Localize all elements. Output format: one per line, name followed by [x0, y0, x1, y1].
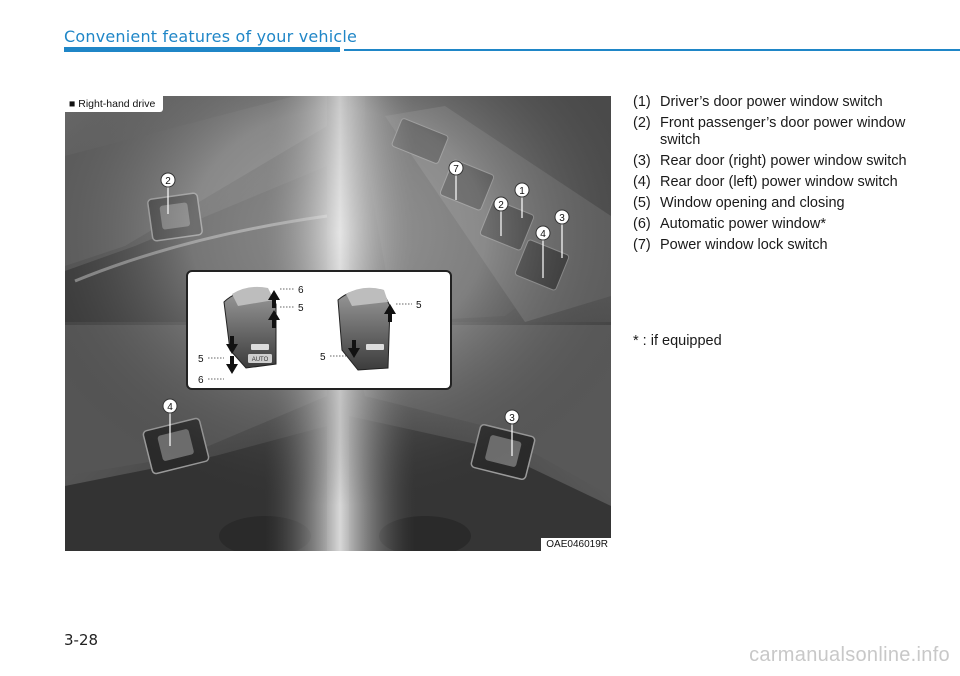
power-window-illustration: [65, 96, 611, 551]
section-title: Convenient features of your vehicle: [64, 27, 358, 46]
legend-item: (1) Driver’s door power window switch: [633, 94, 883, 110]
callout-4-top: 4: [540, 229, 546, 240]
callout-1: 1: [519, 186, 525, 197]
inset-label-6-top: 6: [298, 285, 304, 296]
watermark: carmanualsonline.info: [749, 644, 950, 666]
legend-item: (4) Rear door (left) power window switch: [633, 174, 898, 190]
page-number: 3-28: [64, 631, 99, 649]
legend-item: (7) Power window lock switch: [633, 237, 828, 253]
callout-3-bottom: 3: [509, 413, 515, 424]
switch-detail-inset: [186, 270, 452, 390]
legend-item: (5) Window opening and closing: [633, 195, 845, 211]
arrow-down-icon: [226, 356, 238, 374]
inset-label-5-center: 5: [320, 352, 326, 363]
figure-code: OAE046019R: [541, 538, 611, 551]
auto-label: AUTO: [251, 357, 269, 363]
callout-2-right: 2: [498, 200, 504, 211]
callout-3-top: 3: [559, 213, 565, 224]
footnote: * : if equipped: [633, 333, 722, 349]
legend-item: (2) Front passenger’s door power window switch: [633, 115, 906, 148]
legend-item: (3) Rear door (right) power window switch: [633, 153, 907, 169]
legend-item: (6) Automatic power window*: [633, 216, 827, 232]
figure-tag: ■ Right-hand drive: [65, 96, 163, 112]
inset-label-5-right: 5: [416, 300, 422, 311]
header-rule-thin: [344, 49, 960, 51]
inset-label-5-top: 5: [298, 303, 304, 314]
component-legend: [633, 94, 923, 258]
callout-7: 7: [453, 164, 459, 175]
switch-detail-drawing: [188, 272, 450, 388]
inset-label-5-left: 5: [198, 354, 204, 365]
callout-2-left: 2: [165, 176, 171, 187]
callout-4-bottom: 4: [167, 402, 173, 413]
inset-label-6-bottom: 6: [198, 375, 204, 386]
header-rule-thick: [64, 47, 340, 52]
